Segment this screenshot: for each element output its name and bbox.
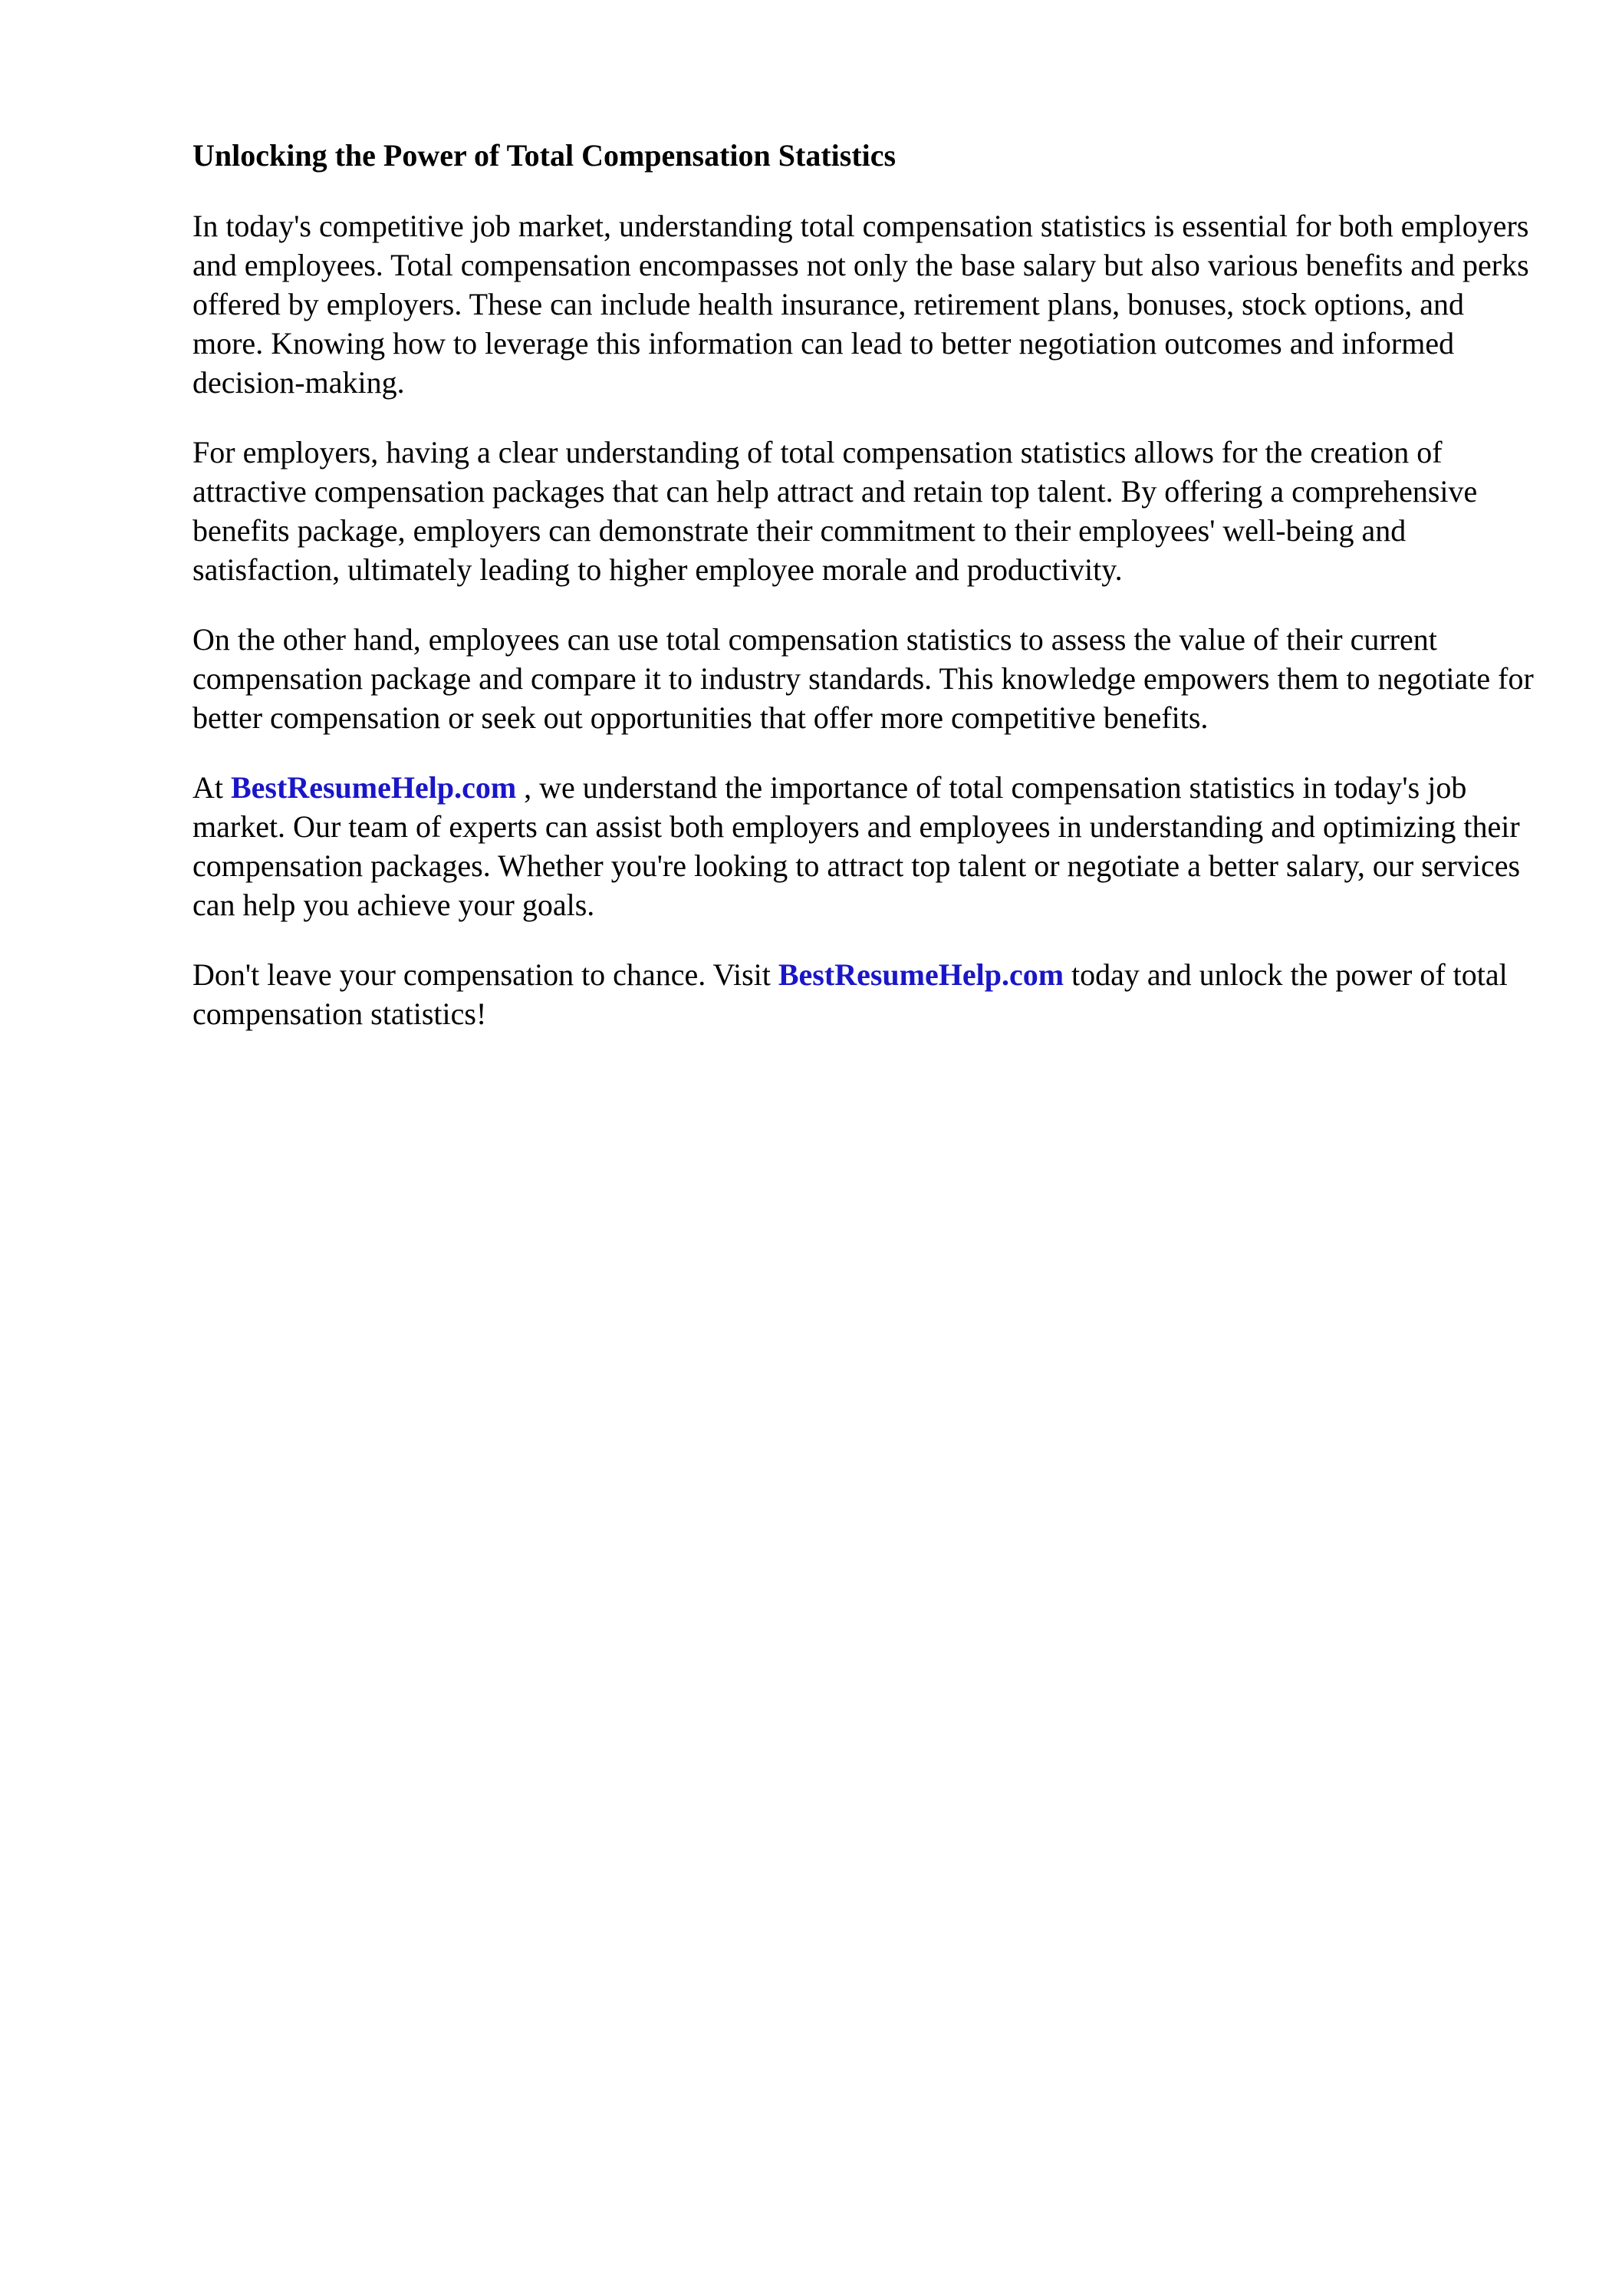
paragraph-employees: On the other hand, employees can use total compensation statistics to assess the value of their current compensation package and compare it to industry standards. This knowledge empowers them to negotiate for better compensation or seek out opportunities that offer more competitive benefits. [192,622,1534,735]
paragraph-intro: In today's competitive job market, understanding total compensation statistics is essential for both employers and employees. Total compensation encompasses not only the base salary but also various benefits and perks offered by employers. These can include health insurance, retirement plans, bonuses, stock options, and more. Knowing how to leverage this information can lead to better negotiation outcomes and informed decision-making. [192,209,1529,400]
paragraph-text-before-link: At [192,770,223,805]
bestresumehelp-link[interactable]: BestResumeHelp.com [778,957,1064,992]
bestresumehelp-link[interactable]: BestResumeHelp.com [231,770,517,805]
paragraph-text-before-link: Don't leave your compensation to chance. Visit [192,957,771,992]
paragraph-text-after-link: today and unlock the power of total compensation statistics! [192,957,1508,1031]
paragraph-text-after-link: , we understand the importance of total compensation statistics in today's job market. Our team of experts can assist both employers and employees in understanding and optimizing their compensation packages. Whether you're looking to attract top talent or negotiate a better salary, our services can help you achieve your goals. [192,770,1521,922]
paragraph-call-to-action [192,955,1535,1033]
paragraph-about-service [192,768,1535,924]
document-title: Unlocking the Power of Total Compensation Statistics [192,138,897,173]
document-page [192,137,1535,1033]
paragraph-employers: For employers, having a clear understanding of total compensation statistics allows for the creation of attractive compensation packages that can help attract and retain top talent. By offering a comprehensive benefits package, employers can demonstrate their commitment to their employees' well-being and satisfaction, ultimately leading to higher employee morale and productivity. [192,435,1478,587]
